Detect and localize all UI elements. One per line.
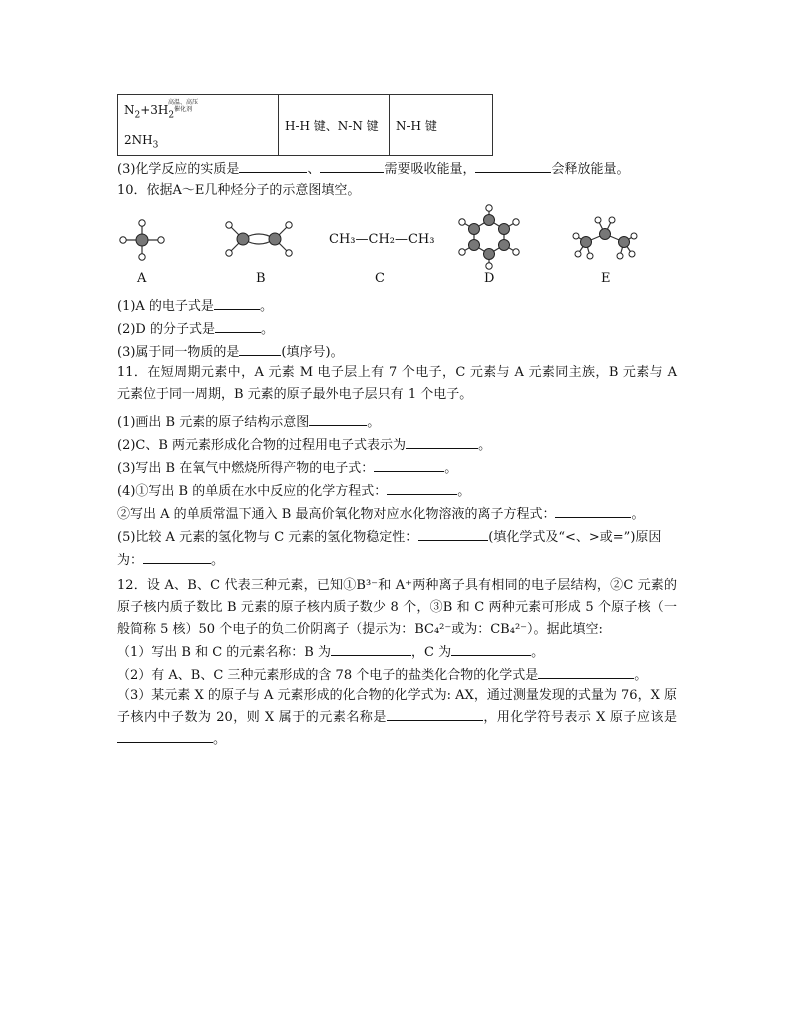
equation-cell xyxy=(118,95,279,156)
label-c: C xyxy=(375,271,385,286)
q9-3-line: (3)化学反应的实质是 、 需要吸收能量， 会释放能量。 xyxy=(117,162,630,177)
q11-s5: (5)比较 A 元素的氢化物与 C 元素的氢化物稳定性： (填化学式及“<、>或=”)原因 xyxy=(117,530,662,545)
reaction-condition: 高温、高压 催化剂 xyxy=(168,99,199,113)
answer-blank[interactable] xyxy=(555,505,631,518)
q11-s4: (4)①写出 B 的单质在水中反应的化学方程式： 。 xyxy=(117,484,471,499)
answer-blank[interactable] xyxy=(475,160,551,173)
equation-reactants: $N_2+3H_2$ xyxy=(124,103,175,121)
answer-blank[interactable] xyxy=(117,730,213,743)
q10-s3: (3)属于同一物质的是 (填序号)。 xyxy=(117,345,344,360)
answer-blank[interactable] xyxy=(215,320,261,333)
label-a: A xyxy=(137,271,147,286)
bonds-formed-cell: N-H 键 xyxy=(390,95,493,156)
q11-intro: 11．在短周期元素中，A 元素 M 电子层上有 7 个电子，C 元素与 A 元素同主族，B 元素与 A 元素位于同一周期，B 元素的原子最外电子层只有 1 个电子。 xyxy=(117,365,677,402)
answer-blank[interactable] xyxy=(451,643,531,656)
answer-blank[interactable] xyxy=(214,297,260,310)
answer-blank[interactable] xyxy=(387,482,457,495)
equation-product: $2NH_3$ xyxy=(124,133,159,151)
answer-blank[interactable] xyxy=(239,343,281,356)
q12-s1: （1）写出 B 和 C 的元素名称：B 为 ，C 为 。 xyxy=(117,645,545,660)
molecule-a-diagram xyxy=(117,220,167,260)
q11-s1: (1)画出 B 元素的原子结构示意图 。 xyxy=(117,415,381,430)
q12-s2: （2）有 A、B、C 三种元素形成的含 78 个电子的盐类化合物的化学式是 。 xyxy=(117,668,648,683)
answer-blank[interactable] xyxy=(143,551,211,564)
molecule-d-diagram xyxy=(456,204,522,270)
q12-intro: 12．设 A、B、C 代表三种元素，已知①B³⁻和 A⁺两种离子具有相同的电子层结构，②C 元素的原子核内质子数比 B 元素的原子核内质子数少 8 个，③B 和 C 两种元素可形成 5 个原子核（一般简称 5 核）50 个电子的负二价阴离子（提示为：BC₄²⁻或为：CB₄²⁻）。据此填空: xyxy=(117,578,677,637)
label-d: D xyxy=(484,271,495,286)
q11-s2: (2)C、B 两元素形成化合物的过程用电子式表示为 。 xyxy=(117,438,492,453)
q12-s3: （3）某元素 X 的原子与 A 元素形成的化合物的化学式为: AX，通过测量发现的式量为 76，X 原子核内中子数为 20，则 X 属于的元素名称是 ，用化学符号表示 X 原子应该是。 xyxy=(117,688,677,747)
molecule-e-diagram xyxy=(572,212,638,262)
answer-blank[interactable] xyxy=(418,528,488,541)
q10-s2: (2)D 的分子式是 。 xyxy=(117,322,274,337)
q11-s3: (3)写出 B 在氧气中燃烧所得产物的电子式： 。 xyxy=(117,461,458,476)
bonds-broken-cell: H-H 键、N-N 键 xyxy=(279,95,390,156)
answer-blank[interactable] xyxy=(331,643,411,656)
label-b: B xyxy=(256,271,266,286)
answer-blank[interactable] xyxy=(538,666,634,679)
molecule-b-diagram xyxy=(223,218,295,260)
molecule-c-formula: CH₃—CH₂—CH₃ xyxy=(329,232,435,247)
answer-blank[interactable] xyxy=(320,160,384,173)
q10-s1: (1)A 的电子式是 。 xyxy=(117,299,273,314)
answer-blank[interactable] xyxy=(239,160,307,173)
answer-blank[interactable] xyxy=(387,708,483,721)
q11-s5c: 为： 。 xyxy=(117,553,225,568)
answer-blank[interactable] xyxy=(309,413,367,426)
answer-blank[interactable] xyxy=(374,459,444,472)
answer-blank[interactable] xyxy=(406,436,478,449)
q11-s4b: ②写出 A 的单质常温下通入 B 最高价氧化物对应水化物溶液的离子方程式： 。 xyxy=(117,507,645,522)
label-e: E xyxy=(601,271,611,286)
q10-title: 10．依据A～E几种烃分子的示意图填空。 xyxy=(117,183,361,198)
reaction-table xyxy=(117,94,493,156)
